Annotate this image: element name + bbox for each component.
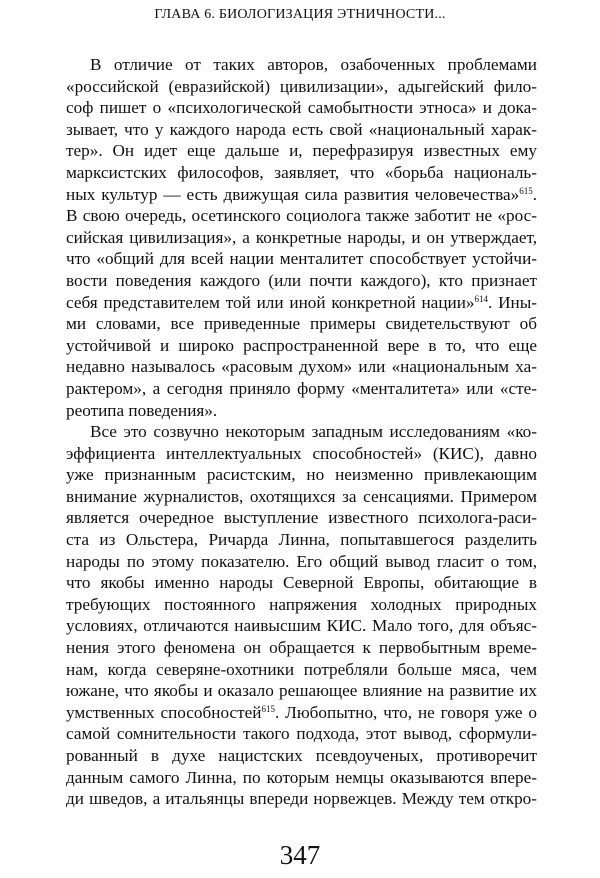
text-line [66,248,537,270]
text-line [66,76,537,98]
line-text: . Ины- [488,292,537,312]
text-line [66,464,537,486]
line-text: самой сомнительности такого подхода, этот вывод, сформули- [66,724,537,744]
line-text: внимание журналистов, охотящихся за сенсациями. Примером [66,486,537,506]
line-text: ми словами, все приведенные примеры свидетельствуют об [66,314,537,334]
text-line [66,184,537,206]
text-line [66,594,537,616]
line-text: нения этого феномена он обращается к первобытным време- [66,638,537,658]
line-text: что якобы именно народы Северной Европы, обитающие в [66,573,537,593]
line-text: нам, когда северяне-охотники потребляли больше мяса, чем [66,659,537,679]
text-line [66,313,537,335]
line-text: реотипа поведения». [66,400,218,420]
text-line [66,486,537,508]
footnote-ref: 614 [474,293,489,304]
line-text: что «общий для всей нации менталитет способствует устойчи- [66,249,537,269]
body-text [66,54,537,810]
line-text: В свою очередь, осетинского социолога также заботит не «рос- [66,206,537,226]
line-text: . [532,184,537,204]
line-text: уже признанным расистским, но неизменно привлекающим [66,465,537,485]
text-line [66,97,537,119]
line-text: устойчивой и широко распространенной вере в то, что еще [66,335,537,355]
text-line [66,356,537,378]
text-line [66,270,537,292]
text-line [66,767,537,789]
text-line [66,205,537,227]
line-text: рактером», а сегодня приняло форму «менталитета» или «сте- [66,378,537,398]
page-number: 347 [279,840,321,870]
line-text: является очередное выступление известного психолога-раси- [66,508,537,528]
line-text: вости поведения каждого (или почти каждого), кто признает [66,270,537,290]
line-text: ных культур — есть движущая сила развития человечества» [66,184,520,204]
line-text: «российской (евразийской) цивилизации», адыгейский фило- [66,76,537,96]
text-line [66,572,537,594]
text-line [66,378,537,400]
line-text: требующих постоянного напряжения холодных природных [66,594,537,614]
footnote-ref: 615 [261,703,275,714]
text-line [66,227,537,249]
text-line [66,723,537,745]
line-text: недавно называлось «расовым духом» или «национальным ха- [66,357,537,377]
text-line [66,637,537,659]
text-line [66,140,537,162]
line-text: южане, что якобы и оказало решающее влияние на развитие их [66,681,537,701]
text-line [66,529,537,551]
paragraph-start-line [66,54,537,76]
text-line [66,745,537,767]
line-text: данным самого Линна, по которым немцы оказываются впере- [66,767,537,787]
text-line [66,292,537,314]
line-text: . Любопытно, что, не говоря уже о [274,702,537,722]
text-line [66,119,537,141]
text-line [66,788,537,810]
text-line [66,680,537,702]
text-line [66,702,537,724]
line-text: народы по этому показателю. Его общий вывод гласит о том, [66,551,537,571]
text-line [66,551,537,573]
paragraph-start-line [66,421,537,443]
line-text: марксистских философов, заявляет, что «борьба националь- [66,162,537,182]
line-text: рованный в духе нацистских псевдоученых, противоречит [66,746,537,765]
text-line [66,659,537,681]
line-text: эффициента интеллектуальных способностей» (КИС), давно [66,443,537,463]
line-text: умственных способностей [66,702,262,722]
line-text: ста из Ольстера, Ричарда Линна, попытавшегося разделить [66,530,537,550]
line-text: тер». Он идет еще дальше и, перефразируя известных ему [66,141,537,161]
text-line [66,335,537,357]
line-text: сийская цивилизация», а конкретные народы, и он утверждает, [66,227,537,247]
text-line [66,443,537,465]
line-text: Все это созвучно некоторым западным исследованиям «ко- [90,422,537,442]
text-line [66,400,537,422]
text-line [66,615,537,637]
line-text: В отличие от таких авторов, озабоченных проблемами [90,55,537,74]
line-text: зывает, что у каждого народа есть свой «национальный харак- [66,119,537,139]
line-text: ди шведов, а итальянцы впереди норвежцев. Между тем откро- [66,789,537,809]
text-line [66,162,537,184]
footnote-ref: 615 [519,185,533,196]
line-text: условиях, отличаются наивысшим КИС. Мало того, для объяс- [66,616,537,636]
running-header: ГЛАВА 6. БИОЛОГИЗАЦИЯ ЭТНИЧНОСТИ... [154,7,446,22]
line-text: себя представителем той или иной конкретной нации» [66,292,475,312]
line-text: соф пишет о «психологической самобытности этноса» и дока- [66,98,537,118]
text-line [66,507,537,529]
